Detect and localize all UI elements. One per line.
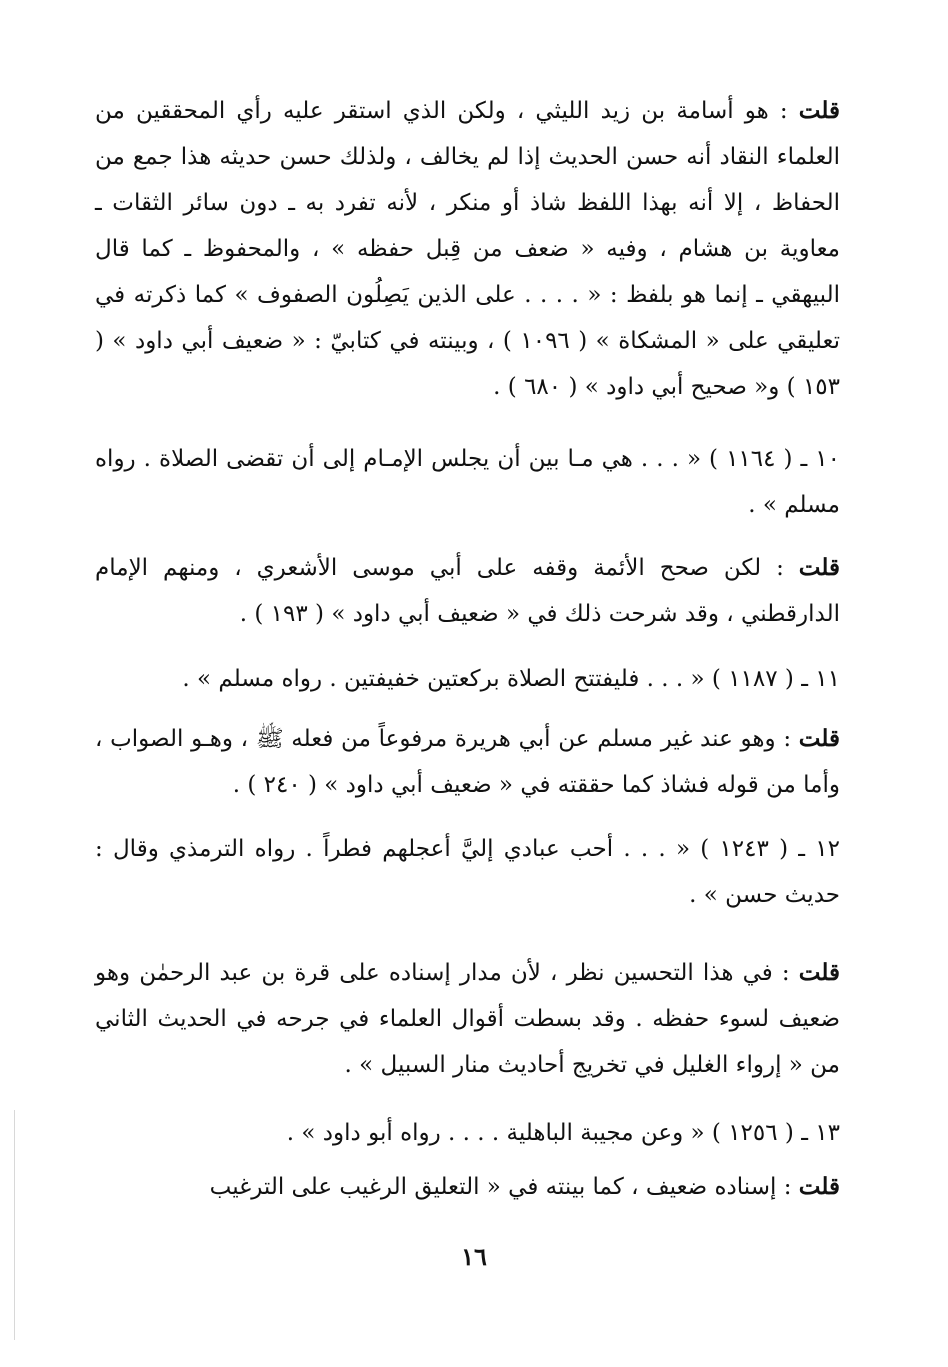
paragraph-4 [95, 656, 840, 702]
paragraph-7 [95, 950, 840, 1088]
paragraph-5 [95, 716, 840, 808]
paragraph-text: ١٠ ـ ( ١١٦٤ ) « . . . هي مـا بين أن يجلس الإمـام إلى أن تقضى الصلاة . رواه مسلم » . [95, 446, 841, 518]
scan-edge-line [14, 1110, 15, 1340]
paragraph-9 [95, 1164, 840, 1210]
paragraph-2 [95, 436, 840, 528]
paragraph-lead: قلت [798, 725, 840, 752]
paragraph-8 [95, 1110, 840, 1156]
paragraph-text: : هو أسامة بن زيد الليثي ، ولكن الذي استقر عليه رأي المحققين من العلماء النقاد أنه حسن الحديث إذا لم يخالف ، ولذلك حسن حديثه هذا جمع من الحفاظ ، إلا أنه بهذا اللفظ شاذ أو منكر ، لأنه تفرد به ـ دون سائر الثقات ـ معاوية بن هشام ، وفيه « ضعف من قِبل حفظه » ، والمحفوظ ـ كما قال البيهقي ـ إنما هو بلفظ : « . . . . على الذين يَصِلُون الصفوف » كما ذكرته في تعليقي على « المشكاة » ( ١٠٩٦ ) ، وبينته في كتابيّ : « ضعيف أبي داود » ( ١٥٣ ) و« صحيح أبي داود » ( ٦٨٠ ) . [95, 98, 840, 400]
paragraph-6 [95, 826, 840, 918]
paragraph-text: ١٢ ـ ( ١٢٤٣ ) « . . . أحب عبادي إليَّ أعجلهم فطراً . رواه الترمذي وقال : حديث حسن » . [95, 836, 840, 908]
paragraph-1 [95, 88, 840, 410]
paragraph-text: : لكن صحح الأئمة وقفه على أبي موسى الأشعري ، ومنهم الإمام الدارقطني ، وقد شرحت ذلك في « ضعيف أبي داود » ( ١٩٣ ) . [95, 555, 840, 627]
paragraph-text: : إسناده ضعيف ، كما بينته في « التعليق الرغيب على الترغيب [209, 1174, 799, 1200]
paragraph-3 [95, 545, 840, 637]
paragraph-lead: قلت [798, 554, 840, 581]
paragraph-text: : في هذا التحسين نظر ، لأن مدار إسناده على قرة بن عبد الرحمٰن وهو ضعيف لسوء حفظه . وقد بسطت أقوال العلماء في جرحه في الحديث الثاني من « إرواء الغليل في تخريج أحاديث منار السبيل » . [95, 960, 840, 1078]
paragraph-text: ١٣ ـ ( ١٢٥٦ ) « وعن مجيبة الباهلية . . . . رواه أبو داود » . [286, 1120, 840, 1146]
paragraph-text: ١١ ـ ( ١١٨٧ ) « . . . فليفتتح الصلاة بركعتين خفيفتين . رواه مسلم » . [182, 666, 840, 692]
paragraph-lead: قلت [798, 97, 840, 124]
paragraph-lead: قلت [798, 959, 840, 986]
paragraph-lead: قلت [798, 1173, 840, 1200]
page-number: ١٦ [461, 1242, 487, 1271]
paragraph-text: : وهو عند غير مسلم عن أبي هريرة مرفوعاً من فعله ﷺ ، وهـو الصواب ، وأما من قوله فشاذ كما حققته في « ضعيف أبي داود » ( ٢٤٠ ) . [95, 726, 840, 798]
